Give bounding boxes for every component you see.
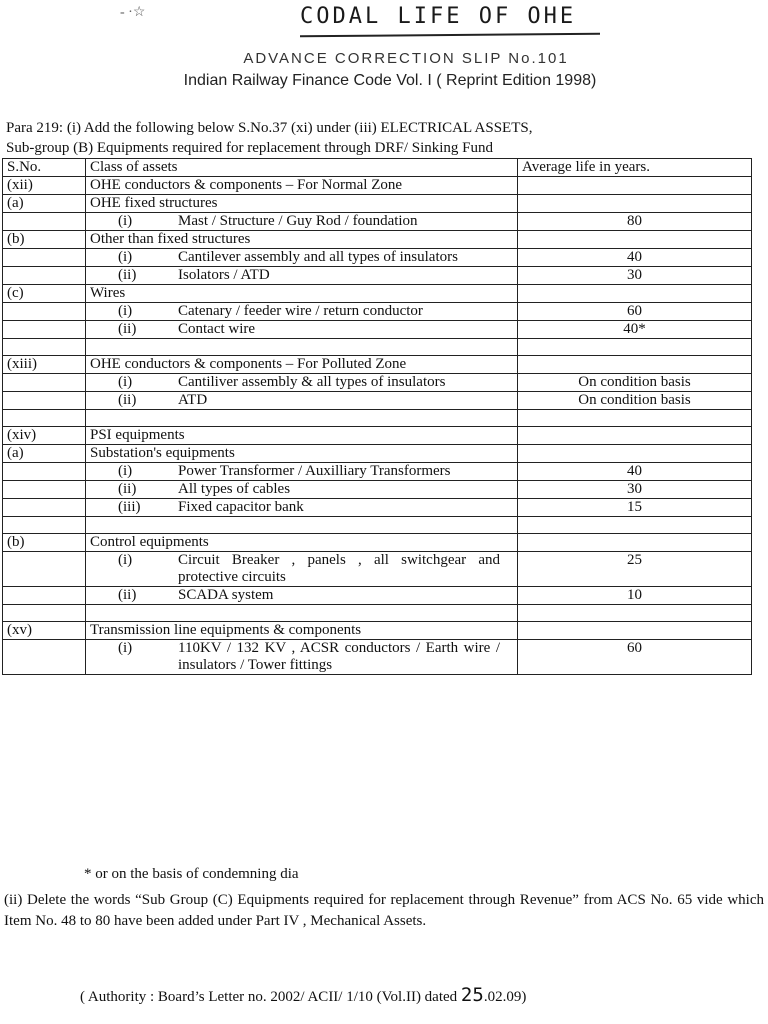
row-average-life: 60 <box>518 303 752 321</box>
slip-number: ADVANCE CORRECTION SLIP No.101 <box>243 50 569 67</box>
row-description: ATD <box>178 392 208 408</box>
header-life: Average life in years. <box>518 159 752 177</box>
row-class-cell <box>86 605 518 622</box>
row-description: Fixed capacitor bank <box>178 499 304 515</box>
row-subitem-no: (ii) <box>118 392 137 408</box>
row-sno: (xiv) <box>3 427 86 445</box>
row-average-life: 40 <box>518 463 752 481</box>
row-class-cell <box>86 552 518 587</box>
row-description: Transmission line equipments & components <box>90 622 362 638</box>
row-description: SCADA system <box>178 587 274 603</box>
row-average-life: 80 <box>518 213 752 231</box>
handwritten-date-day: 25 <box>460 984 484 1006</box>
row-description: 110KV / 132 KV , ACSR conductors / Earth wire / insulators / Tower fittings <box>178 640 500 673</box>
row-average-life <box>518 410 752 427</box>
row-sno <box>3 640 86 675</box>
table-body <box>3 177 752 675</box>
row-subitem-no: (i) <box>118 374 133 390</box>
row-description: Cantiliver assembly & all types of insulators <box>178 374 446 390</box>
header-sno: S.No. <box>3 159 86 177</box>
assets-table <box>2 158 752 675</box>
row-description: All types of cables <box>178 481 291 497</box>
table-row <box>3 499 752 517</box>
row-subitem-no: (i) <box>118 640 133 656</box>
table-row <box>3 481 752 499</box>
row-subitem-no: (ii) <box>118 267 137 283</box>
row-sno <box>3 213 86 231</box>
row-sno: (c) <box>3 285 86 303</box>
row-description: Other than fixed structures <box>90 231 251 247</box>
row-average-life <box>518 427 752 445</box>
table-row <box>3 392 752 410</box>
row-average-life <box>518 231 752 249</box>
handwritten-title: CODAL LIFE OF OHE <box>300 4 577 29</box>
row-subitem-no: (i) <box>118 213 133 229</box>
table-row <box>3 285 752 303</box>
row-description: Catenary / feeder wire / return conductor <box>178 303 423 319</box>
table-row <box>3 303 752 321</box>
row-sno <box>3 587 86 605</box>
table-row <box>3 534 752 552</box>
row-sno: (xiii) <box>3 356 86 374</box>
row-class-cell <box>86 303 518 321</box>
row-average-life <box>518 177 752 195</box>
row-description: OHE conductors & components – For Polluted Zone <box>90 356 407 372</box>
row-description: OHE conductors & components – For Normal Zone <box>90 177 403 193</box>
row-sno <box>3 463 86 481</box>
row-description: Isolators / ATD <box>178 267 270 283</box>
row-sno: (b) <box>3 534 86 552</box>
row-average-life <box>518 622 752 640</box>
row-average-life: 30 <box>518 267 752 285</box>
row-sno <box>3 499 86 517</box>
row-description: Circuit Breaker , panels , all switchgear and protective circuits <box>178 552 500 585</box>
row-class-cell <box>86 517 518 534</box>
row-average-life: 40 <box>518 249 752 267</box>
table-row <box>3 605 752 622</box>
row-average-life: On condition basis <box>518 392 752 410</box>
footnote: * or on the basis of condemning dia <box>84 866 299 882</box>
row-class-cell <box>86 463 518 481</box>
code-reference: Indian Railway Finance Code Vol. I ( Reprint Edition 1998) <box>183 72 597 89</box>
row-average-life <box>518 339 752 356</box>
row-sno <box>3 267 86 285</box>
row-sno <box>3 321 86 339</box>
row-class-cell <box>86 427 518 445</box>
row-class-cell <box>86 321 518 339</box>
row-average-life <box>518 285 752 303</box>
row-class-cell <box>86 499 518 517</box>
row-description: Mast / Structure / Guy Rod / foundation <box>178 213 418 229</box>
row-sno: (xii) <box>3 177 86 195</box>
table-row <box>3 231 752 249</box>
row-sno <box>3 303 86 321</box>
table-row <box>3 267 752 285</box>
row-sno <box>3 552 86 587</box>
row-description: Control equipments <box>90 534 209 550</box>
row-average-life <box>518 195 752 213</box>
authority-date-rest: .02.09) <box>483 989 527 1005</box>
row-average-life: 25 <box>518 552 752 587</box>
row-class-cell <box>86 410 518 427</box>
row-subitem-no: (i) <box>118 463 133 479</box>
table-row <box>3 213 752 231</box>
table-row <box>3 463 752 481</box>
row-description: PSI equipments <box>90 427 185 443</box>
row-class-cell <box>86 267 518 285</box>
table-row <box>3 356 752 374</box>
row-sno <box>3 339 86 356</box>
row-sno: (xv) <box>3 622 86 640</box>
row-class-cell <box>86 374 518 392</box>
row-class-cell <box>86 195 518 213</box>
row-average-life: 60 <box>518 640 752 675</box>
header-class: Class of assets <box>86 159 518 177</box>
table-row <box>3 622 752 640</box>
table-row <box>3 339 752 356</box>
table-row <box>3 321 752 339</box>
table-row <box>3 517 752 534</box>
table-row <box>3 374 752 392</box>
row-class-cell <box>86 622 518 640</box>
row-average-life: On condition basis <box>518 374 752 392</box>
row-average-life <box>518 605 752 622</box>
table-row <box>3 552 752 587</box>
table-row <box>3 195 752 213</box>
table-row <box>3 427 752 445</box>
table-row <box>3 249 752 267</box>
row-subitem-no: (ii) <box>118 587 137 603</box>
row-description: Cantilever assembly and all types of insulators <box>178 249 458 265</box>
row-class-cell <box>86 213 518 231</box>
row-class-cell <box>86 249 518 267</box>
row-sno: (b) <box>3 231 86 249</box>
row-class-cell <box>86 445 518 463</box>
authority-text: ( Authority : Board’s Letter no. 2002/ ACII/ 1/10 (Vol.II) dated <box>80 989 461 1005</box>
row-class-cell <box>86 231 518 249</box>
table-row <box>3 587 752 605</box>
row-class-cell <box>86 587 518 605</box>
row-class-cell <box>86 339 518 356</box>
row-description: OHE fixed structures <box>90 195 218 211</box>
table-row <box>3 640 752 675</box>
row-class-cell <box>86 285 518 303</box>
row-sno: (a) <box>3 445 86 463</box>
row-average-life <box>518 517 752 534</box>
row-subitem-no: (iii) <box>118 499 141 515</box>
row-average-life: 10 <box>518 587 752 605</box>
title-underline <box>300 33 600 38</box>
row-average-life: 15 <box>518 499 752 517</box>
row-average-life: 30 <box>518 481 752 499</box>
stamp-mark: - ·☆ <box>120 5 146 20</box>
row-average-life <box>518 445 752 463</box>
row-subitem-no: (i) <box>118 303 133 319</box>
row-class-cell <box>86 640 518 675</box>
row-sno: (a) <box>3 195 86 213</box>
row-description: Substation's equipments <box>90 445 235 461</box>
row-class-cell <box>86 392 518 410</box>
row-subitem-no: (i) <box>118 552 133 568</box>
row-class-cell <box>86 534 518 552</box>
authority-line <box>80 984 526 1006</box>
row-sno <box>3 605 86 622</box>
row-class-cell <box>86 177 518 195</box>
row-sno <box>3 392 86 410</box>
row-subitem-no: (i) <box>118 249 133 265</box>
table-header-row <box>3 159 752 177</box>
row-subitem-no: (ii) <box>118 321 137 337</box>
table-row <box>3 445 752 463</box>
delete-paragraph: (ii) Delete the words “Sub Group (C) Equipments required for replacement through Revenue” from ACS No. 65 vide which Item No. 48 to 80 have been added under Part IV , Mechanical Assets. <box>4 892 764 929</box>
row-sno <box>3 374 86 392</box>
row-description: Contact wire <box>178 321 256 337</box>
table-row <box>3 177 752 195</box>
row-average-life <box>518 534 752 552</box>
row-average-life: 40* <box>518 321 752 339</box>
row-description: Wires <box>90 285 126 301</box>
row-class-cell <box>86 481 518 499</box>
table-row <box>3 410 752 427</box>
row-sno <box>3 517 86 534</box>
row-sno <box>3 249 86 267</box>
row-subitem-no: (ii) <box>118 481 137 497</box>
row-average-life <box>518 356 752 374</box>
row-sno <box>3 481 86 499</box>
row-description: Power Transformer / Auxilliary Transformers <box>178 463 451 479</box>
para-line-1: Para 219: (i) Add the following below S.No.37 (xi) under (iii) ELECTRICAL ASSETS, <box>6 120 533 136</box>
row-sno <box>3 410 86 427</box>
row-class-cell <box>86 356 518 374</box>
para-line-2: Sub-group (B) Equipments required for replacement through DRF/ Sinking Fund <box>6 140 494 156</box>
